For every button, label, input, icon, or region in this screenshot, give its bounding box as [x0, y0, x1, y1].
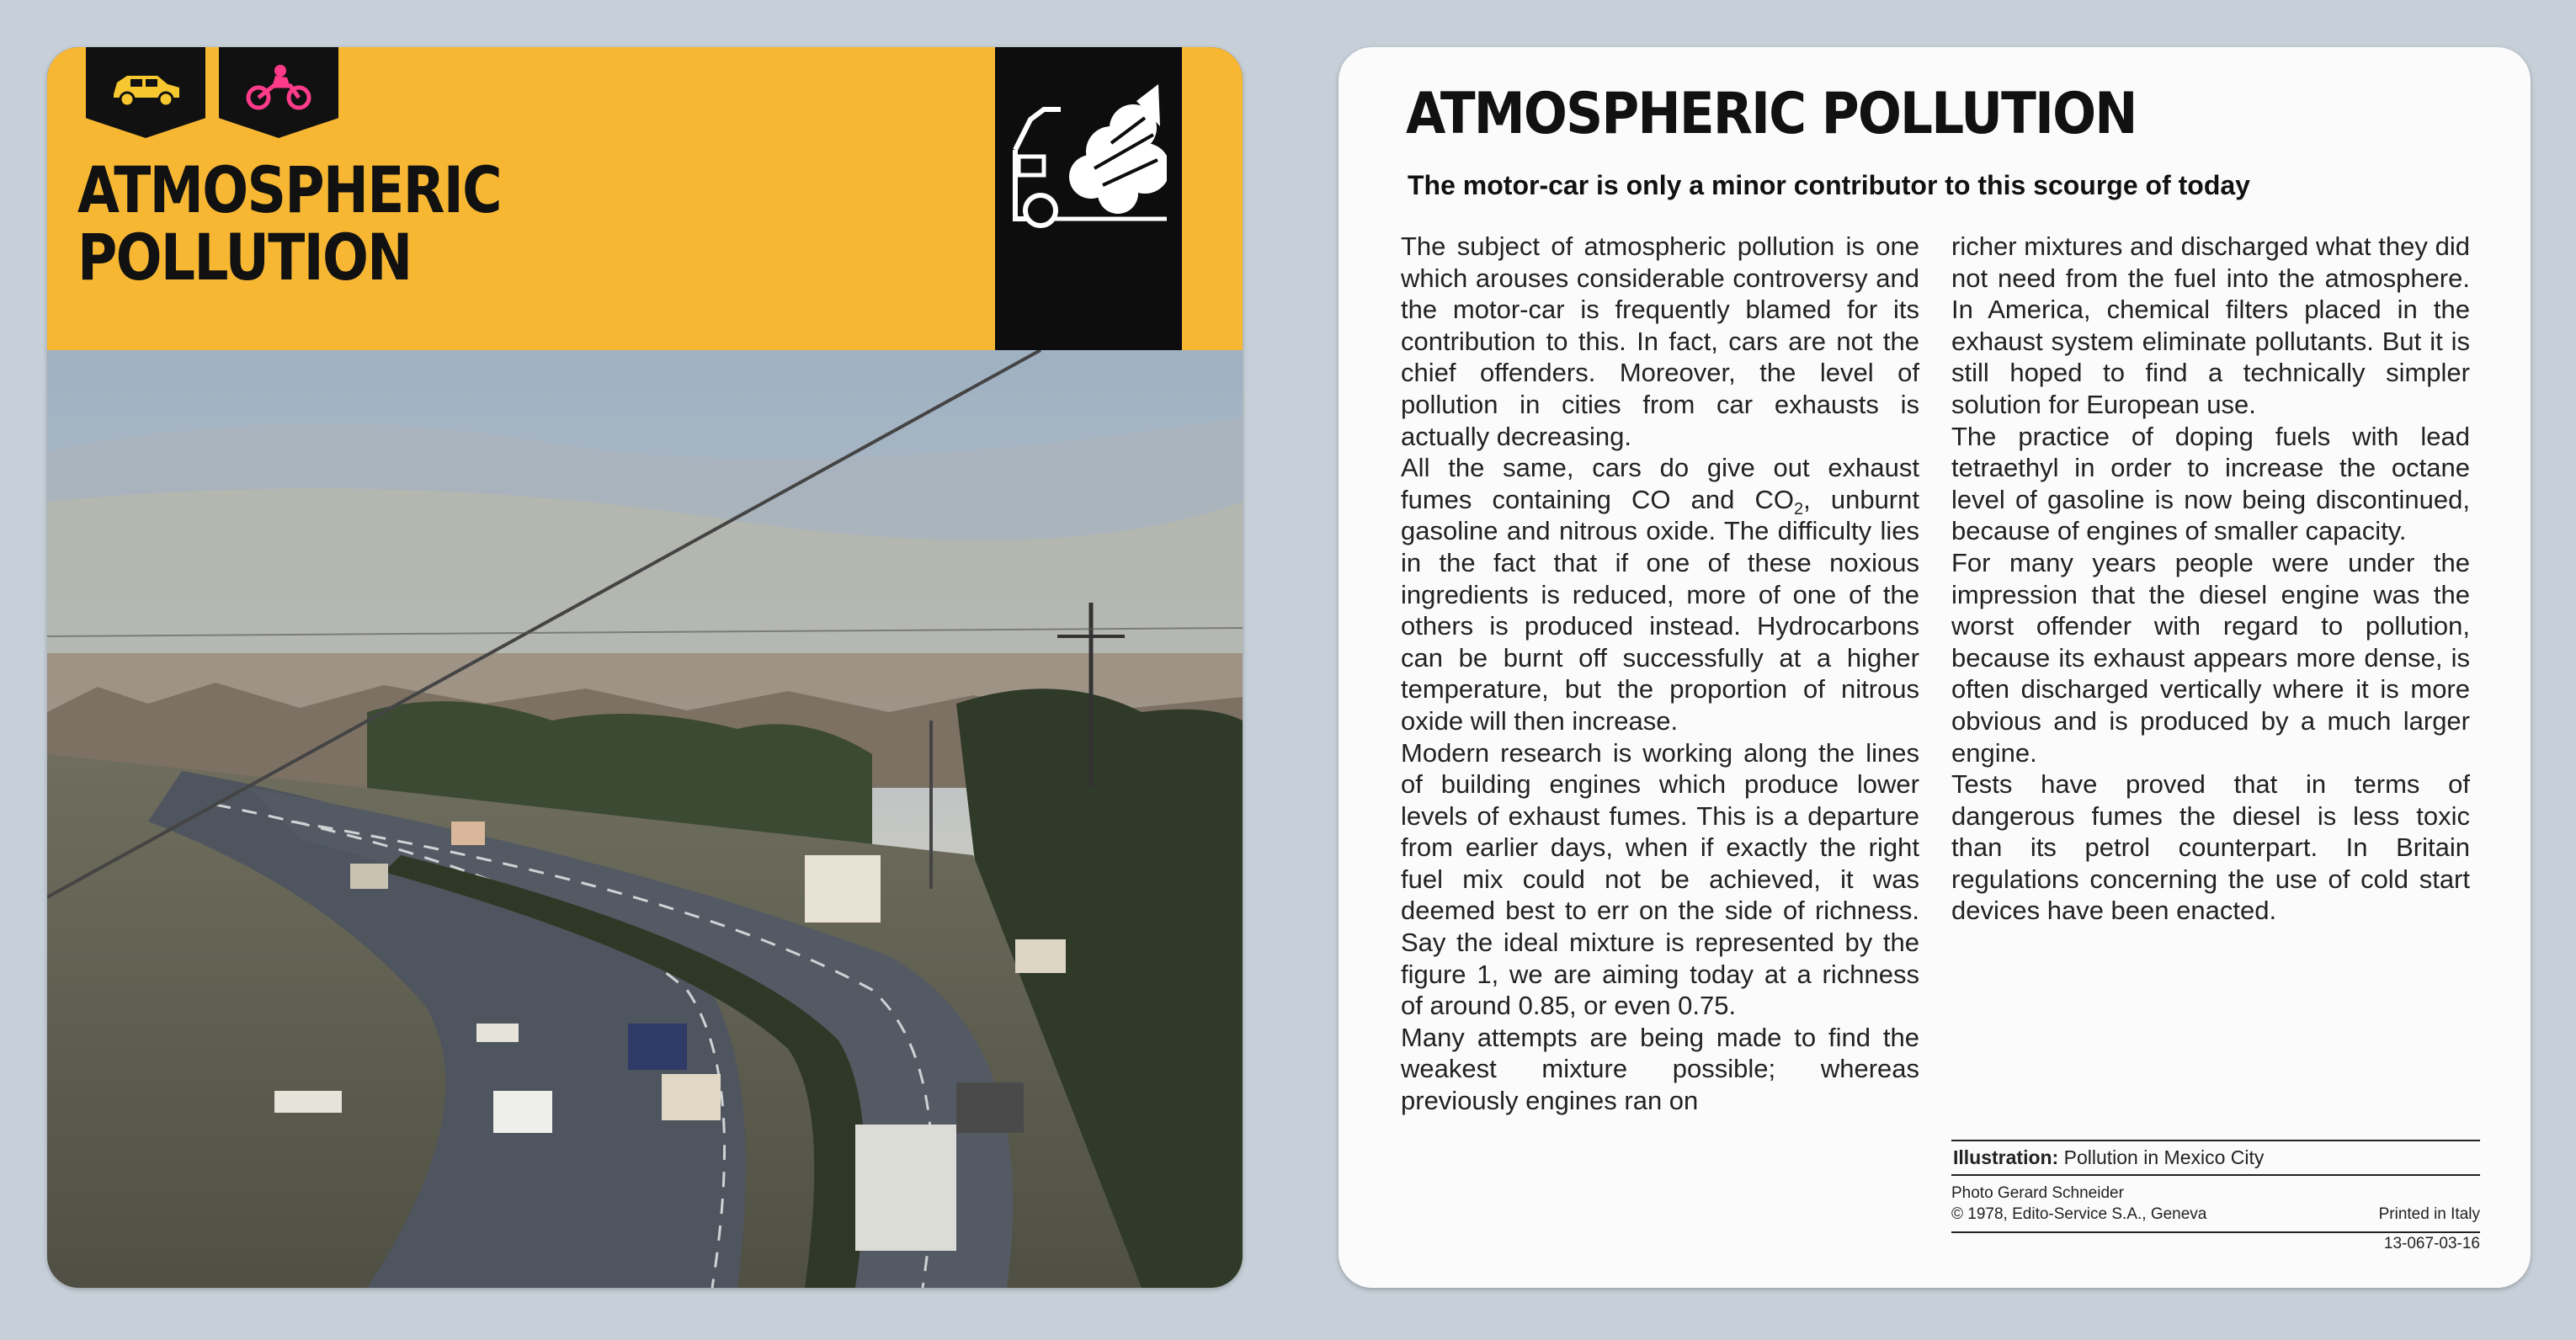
front-title [77, 152, 501, 295]
illustration-text: Pollution in Mexico City [2063, 1146, 2265, 1168]
article-paragraph: Tests have proved that in terms of dangerous fumes the diesel is less toxic than its petrol counterpart. In Britain regulations concerning the use of cold start devices have been enacted. [1951, 769, 2470, 926]
article-paragraph [1401, 452, 1919, 736]
article-paragraph: For many years people were under the impression that the diesel engine was the worst offender with regard to pollution, because its exhaust appears more dense, is often discharged vertically where it is more obvious and is produced by a much larger engine. [1951, 547, 2470, 768]
front-title-line2: POLLUTION [77, 220, 412, 295]
article-paragraph: The subject of atmospheric pollution is one which arouses considerable controversy and the motor-car is frequently blamed for its contribution to this. In fact, cars are not the chief offenders. Moreover, the level of pollution in cities from car exhausts is actually decreasing. [1401, 231, 1919, 451]
credits-block [1951, 1140, 2480, 1253]
motorcycle-category-badge [219, 47, 338, 138]
car-category-badge [86, 47, 205, 138]
car-exhaust-smoke-icon [1010, 76, 1167, 254]
photo-credit: Photo Gerard Schneider [1951, 1184, 2124, 1202]
front-card [47, 47, 1243, 1288]
article-text: All the same, cars do give out exhaust fumes containing CO and CO [1401, 453, 1919, 514]
car-icon [105, 61, 186, 114]
article-paragraph: Modern research is working along the lines of building engines which produce lower levels of exhaust fumes. This is a departure from earlier days, when if exactly the right fuel mix could not be achieved, it was deemed best to err on the side of richness. Say the ideal mixture is represented by the figure 1, we are aiming today at a richness of around 0.85, or even 0.75. [1401, 737, 1919, 1021]
pictogram-panel [995, 47, 1182, 350]
motorcycle-icon [238, 61, 319, 114]
card-code: 13-067-03-16 [2383, 1235, 2480, 1252]
article-paragraph: richer mixtures and discharged what they did not need from the fuel into the atmosphere. In America, chemical filters placed in the exhaust system eliminate pollutants. But it is still hoped to find a technically simpler solution for European use. [1951, 231, 2470, 419]
article-paragraph: The practice of doping fuels with lead tetraethyl in order to increase the octane level of gasoline is now being discontinued, because of engines of smaller capacity. [1951, 421, 2470, 546]
back-card [1339, 47, 2531, 1288]
credit-lines [1951, 1176, 2480, 1225]
back-subtitle: The motor-car is only a minor contributor to this scourge of today [1408, 170, 2250, 200]
highway-haze-photo [47, 350, 1243, 1288]
illustration-label: Illustration: [1953, 1146, 2059, 1168]
article-left-column [1401, 231, 1919, 1117]
illustration-caption [1951, 1141, 2480, 1174]
copyright: © 1978, Edito-Service S.A., Geneva [1951, 1205, 2207, 1223]
article-paragraph: Many attempts are being made to find the weakest mixture possible; whereas previously engines ran on [1401, 1022, 1919, 1116]
article-right-column [1951, 231, 2470, 927]
article-text: , unburnt gasoline and nitrous oxide. The difficulty lies in the fact that if one of these noxious ingredients is reduced, more of one of the others is produced instead. Hydrocarbons can be burnt off successfully at a higher temperature, but the proportion of nitrous oxide will then increase. [1401, 484, 1919, 736]
front-title-line1: ATMOSPHERIC [77, 152, 501, 227]
subscript: 2 [1793, 499, 1804, 518]
back-title: ATMOSPHERIC POLLUTION [1406, 81, 2137, 147]
printed-in: Printed in Italy [2378, 1205, 2480, 1223]
